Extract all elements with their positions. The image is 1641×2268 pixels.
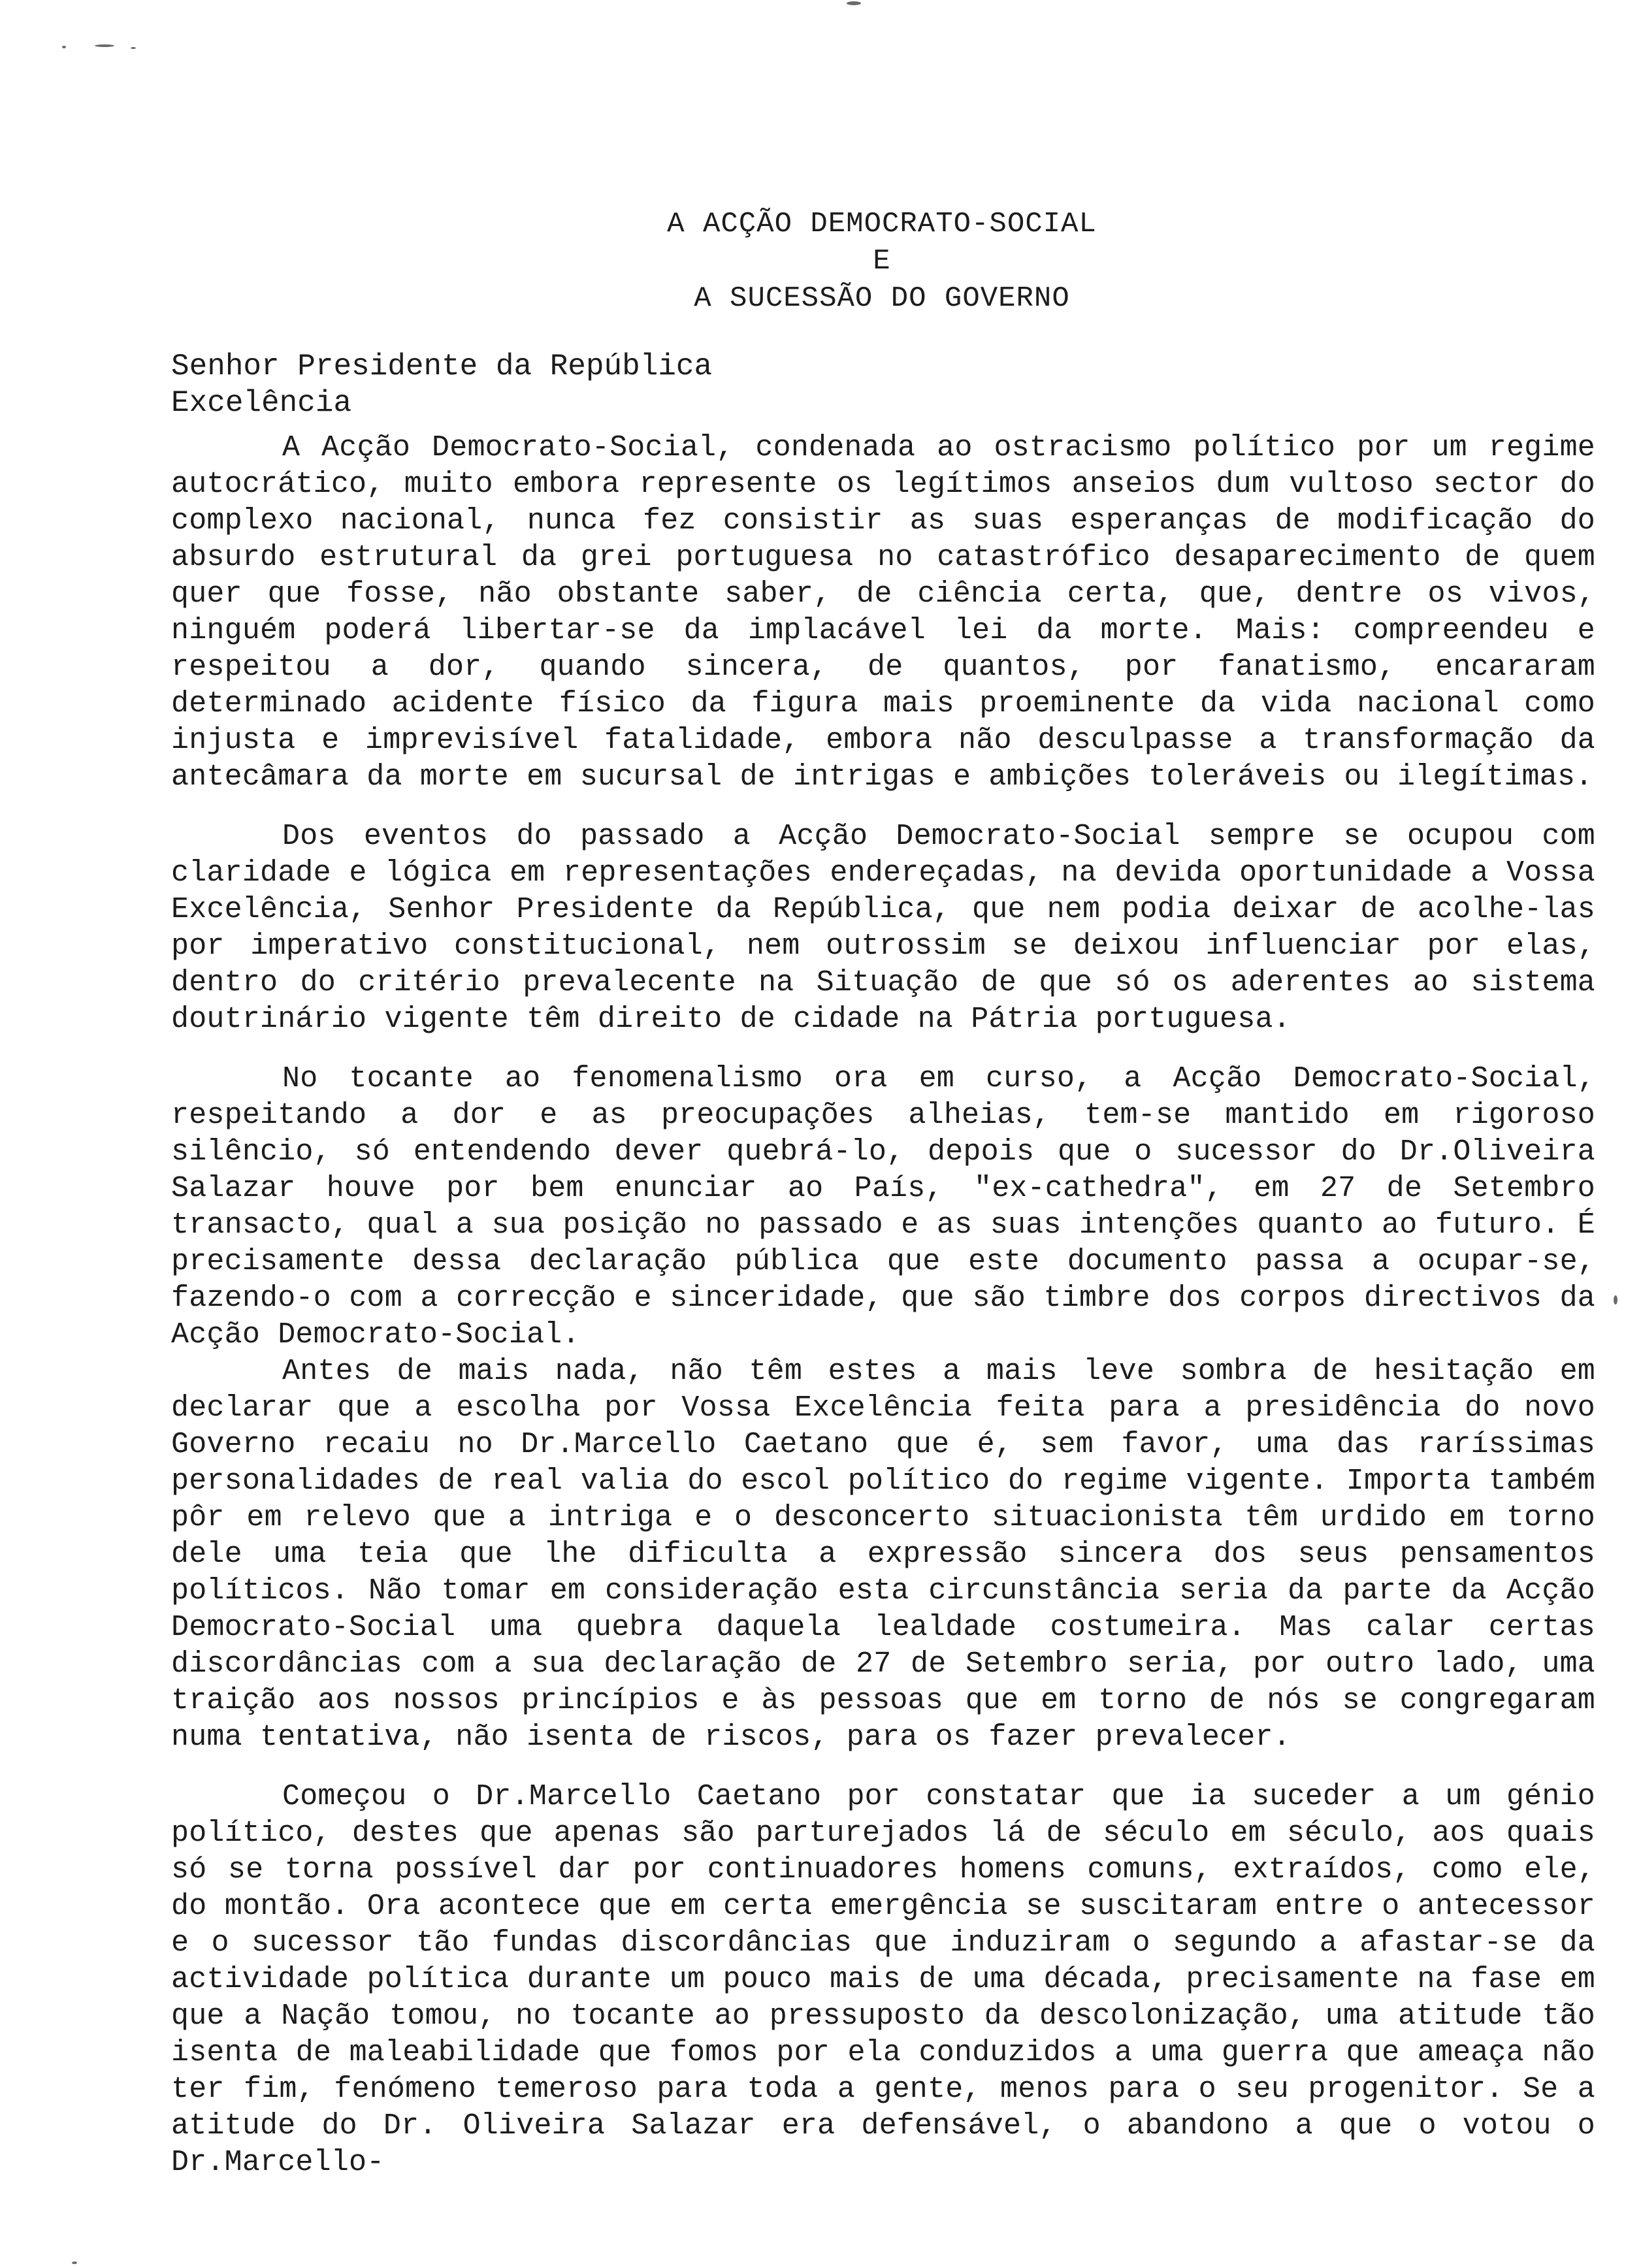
letter-body [171, 430, 1595, 2181]
scan-speck [131, 47, 136, 49]
title-line: E [873, 245, 891, 278]
scan-speck [847, 1, 861, 5]
scan-speck [95, 44, 114, 47]
title-line: A ACÇÃO DEMOCRATO-SOCIAL [667, 208, 1097, 240]
body-paragraph: Dos eventos do passado a Acção Democrato-Social sempre se ocupou com claridade e lógica em representações endereçadas, na devida oportunidade a Vossa Excelência, Senhor Presidente da República, que nem podia deixar de acolhe-las por imperativo constitucional, nem outrossim se deixou influenciar por elas, dentro do critério prevalecente na Situação de que só os aderentes ao sistema doutrinário vigente têm direito de cidade na Pátria portuguesa. [171, 820, 1595, 1036]
body-paragraph: No tocante ao fenomenalismo ora em curso, a Acção Democrato-Social, respeitando a dor e as preocupações alheias, tem-se mantido em rigoroso silêncio, só entendendo dever quebrá-lo, depois que o sucessor do Dr.Oliveira Salazar houve por bem enunciar ao País, "ex-cathedra", em 27 de Setembro transacto, qual a sua posição no passado e as suas intenções quanto ao futuro. É precisamente dessa declaração pública que este documento passa a ocupar-se, fazendo-o com a correcção e sinceridade, que são timbre dos corpos directivos da Acção Democrato-Social. [171, 1062, 1595, 1352]
salutation-line: Excelência [171, 386, 352, 420]
body-paragraph: Começou o Dr.Marcello Caetano por constatar que ia suceder a um génio político, destes que apenas são parturejados lá de século em século, aos quais só se torna possível dar por continuadores homens comuns, extraídos, como ele, do montão. Ora acontece que em certa emergência se suscitaram entre o antecessor e o sucessor tão fundas discordâncias que induziram o segundo a afastar-se da actividade política durante um pouco mais de uma década, precisamente na fase em que a Nação tomou, no tocante ao pressuposto da descolonização, uma atitude tão isenta de maleabilidade que fomos por ela conduzidos a uma guerra que ameaça não ter fim, fenómeno temeroso para toda a gente, menos para o seu progenitor. Se a atitude do Dr. Oliveira Salazar era defensável, o abandono a que o votou o Dr.Marcello- [171, 1780, 1595, 2179]
salutation-line: Senhor Presidente da República [171, 349, 713, 383]
scan-speck [72, 2261, 77, 2264]
body-paragraph: A Acção Democrato-Social, condenada ao ostracismo político por um regime autocrático, muito embora represente os legítimos anseios dum vultoso sector do complexo nacional, nunca fez consistir as suas esperanças de modificação do absurdo estrutural da grei portuguesa no catastrófico desaparecimento de quem quer que fosse, não obstante saber, de ciência certa, que, dentre os vivos, ninguém poderá libertar-se da implacável lei da morte. Mais: compreendeu e respeitou a dor, quando sincera, de quantos, por fanatismo, encararam determinado acidente físico da figura mais proeminente da vida nacional como injusta e imprevisível fatalidade, embora não desculpasse a transformação da antecâmara da morte em sucursal de intrigas e ambições toleráveis ou ilegítimas. [171, 431, 1595, 794]
document-title [392, 206, 1372, 317]
scan-speck [62, 46, 66, 48]
scan-speck [1614, 1295, 1617, 1304]
title-line: A SUCESSÃO DO GOVERNO [694, 282, 1070, 315]
body-paragraph: Antes de mais nada, não têm estes a mais leve sombra de hesitação em declarar que a escolha por Vossa Excelência feita para a presidência do novo Governo recaiu no Dr.Marcello Caetano que é, sem favor, uma das raríssimas personalidades de real valia do escol político do regime vigente. Importa também pôr em relevo que a intriga e o desconcerto situacionista têm urdido em torno dele uma teia que lhe dificulta a expressão sincera dos seus pensamentos políticos. Não tomar em consideração esta circunstância seria da parte da Acção Democrato-Social uma quebra daquela lealdade costumeira. Mas calar certas discordâncias com a sua declaração de 27 de Setembro seria, por outro lado, uma traição aos nossos princípios e às pessoas que em torno de nós se congregaram numa tentativa, não isenta de riscos, para os fazer prevalecer. [171, 1355, 1595, 1754]
salutation [171, 348, 712, 421]
